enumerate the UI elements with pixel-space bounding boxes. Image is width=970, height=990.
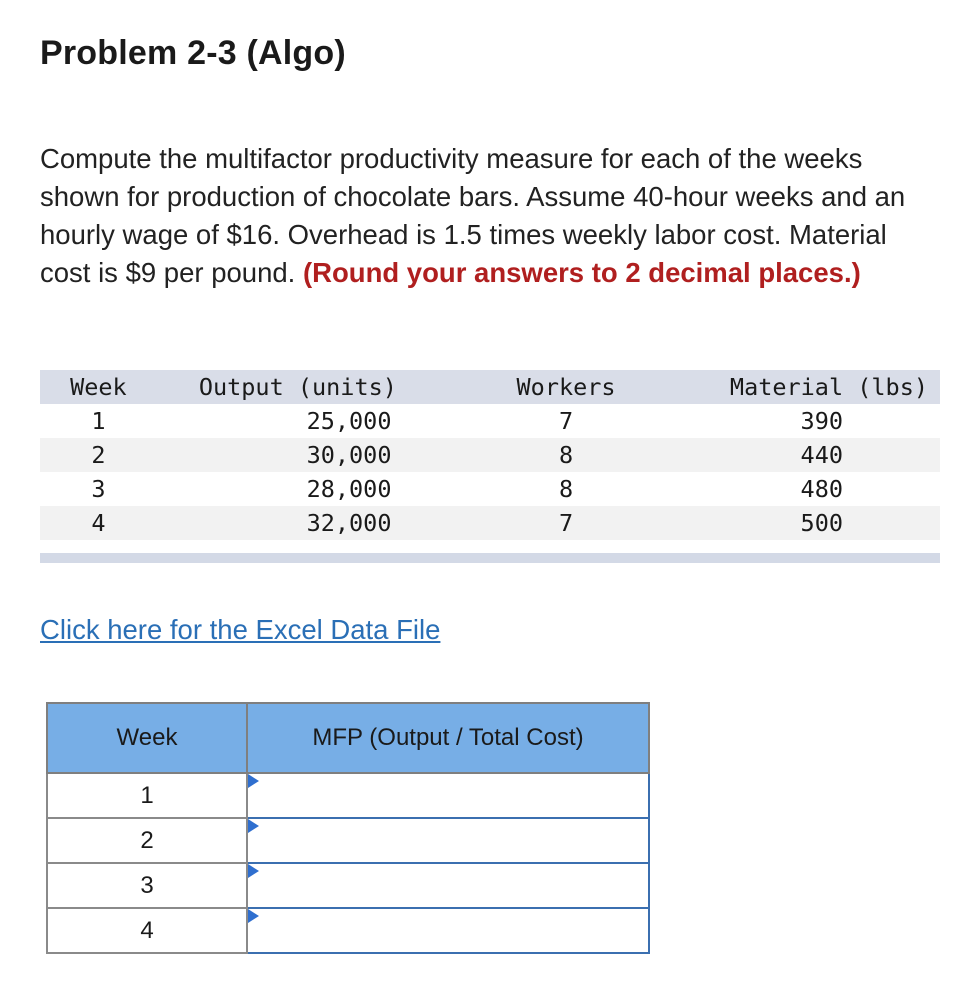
cell-workers: 7 xyxy=(558,509,574,537)
input-marker-icon xyxy=(248,819,259,833)
cell-output: 32,000 xyxy=(306,509,392,537)
page-title: Problem 2-3 (Algo) xyxy=(40,34,346,72)
answer-row xyxy=(47,773,649,818)
header-workers: Workers xyxy=(516,373,616,401)
cell-output: 30,000 xyxy=(306,441,392,469)
input-marker-icon xyxy=(248,909,259,923)
cell-material: 440 xyxy=(800,441,843,469)
table-row xyxy=(40,472,940,506)
cell-week: 1 xyxy=(91,407,106,435)
mfp-input-week-2[interactable] xyxy=(248,819,648,862)
header-week: Week xyxy=(70,373,127,401)
header-output: Output (units) xyxy=(198,373,397,401)
table-row xyxy=(40,506,940,540)
mfp-answer-cell[interactable] xyxy=(247,773,649,818)
mfp-input-week-4[interactable] xyxy=(248,909,648,952)
answer-header-row xyxy=(47,703,649,773)
input-marker-icon xyxy=(248,774,259,788)
cell-workers: 8 xyxy=(558,441,574,469)
mfp-input-week-3[interactable] xyxy=(248,864,648,907)
mfp-answer-cell[interactable] xyxy=(247,818,649,863)
cell-material: 480 xyxy=(800,475,843,503)
cell-workers: 7 xyxy=(558,407,574,435)
prompt-text: Compute the multifactor productivity measure for each of the weeks shown for production of chocolate bars. Assume 40-hour weeks and an hourly wage of $16. Overhead is 1.5 times weekly labor cost. Material cost is $9 per pound. xyxy=(40,143,906,288)
answer-header-week: Week xyxy=(47,703,247,773)
cell-week: 4 xyxy=(91,509,106,537)
data-table-header-row xyxy=(40,370,940,404)
problem-prompt xyxy=(40,140,940,292)
input-marker-icon xyxy=(248,864,259,878)
table-row xyxy=(40,438,940,472)
mfp-answer-cell[interactable] xyxy=(247,863,649,908)
cell-material: 390 xyxy=(800,407,843,435)
table-row xyxy=(40,404,940,438)
cell-output: 25,000 xyxy=(306,407,392,435)
answer-week-label: 2 xyxy=(47,818,247,863)
mfp-answer-cell[interactable] xyxy=(247,908,649,953)
answer-week-label: 4 xyxy=(47,908,247,953)
cell-material: 500 xyxy=(800,509,843,537)
answer-row xyxy=(47,818,649,863)
table-bottom-divider xyxy=(40,553,940,563)
cell-workers: 8 xyxy=(558,475,574,503)
production-data-table xyxy=(40,370,940,540)
answer-row xyxy=(47,908,649,953)
answer-week-label: 3 xyxy=(47,863,247,908)
cell-output: 28,000 xyxy=(306,475,392,503)
answer-header-mfp: MFP (Output / Total Cost) xyxy=(247,703,649,773)
cell-week: 2 xyxy=(91,441,106,469)
header-material: Material (lbs) xyxy=(729,373,928,401)
answer-table xyxy=(46,702,650,954)
answer-row xyxy=(47,863,649,908)
excel-data-file-link[interactable]: Click here for the Excel Data File xyxy=(40,614,441,645)
answer-week-label: 1 xyxy=(47,773,247,818)
cell-week: 3 xyxy=(91,475,106,503)
mfp-input-week-1[interactable] xyxy=(248,774,648,817)
rounding-instruction: (Round your answers to 2 decimal places.) xyxy=(302,257,861,288)
